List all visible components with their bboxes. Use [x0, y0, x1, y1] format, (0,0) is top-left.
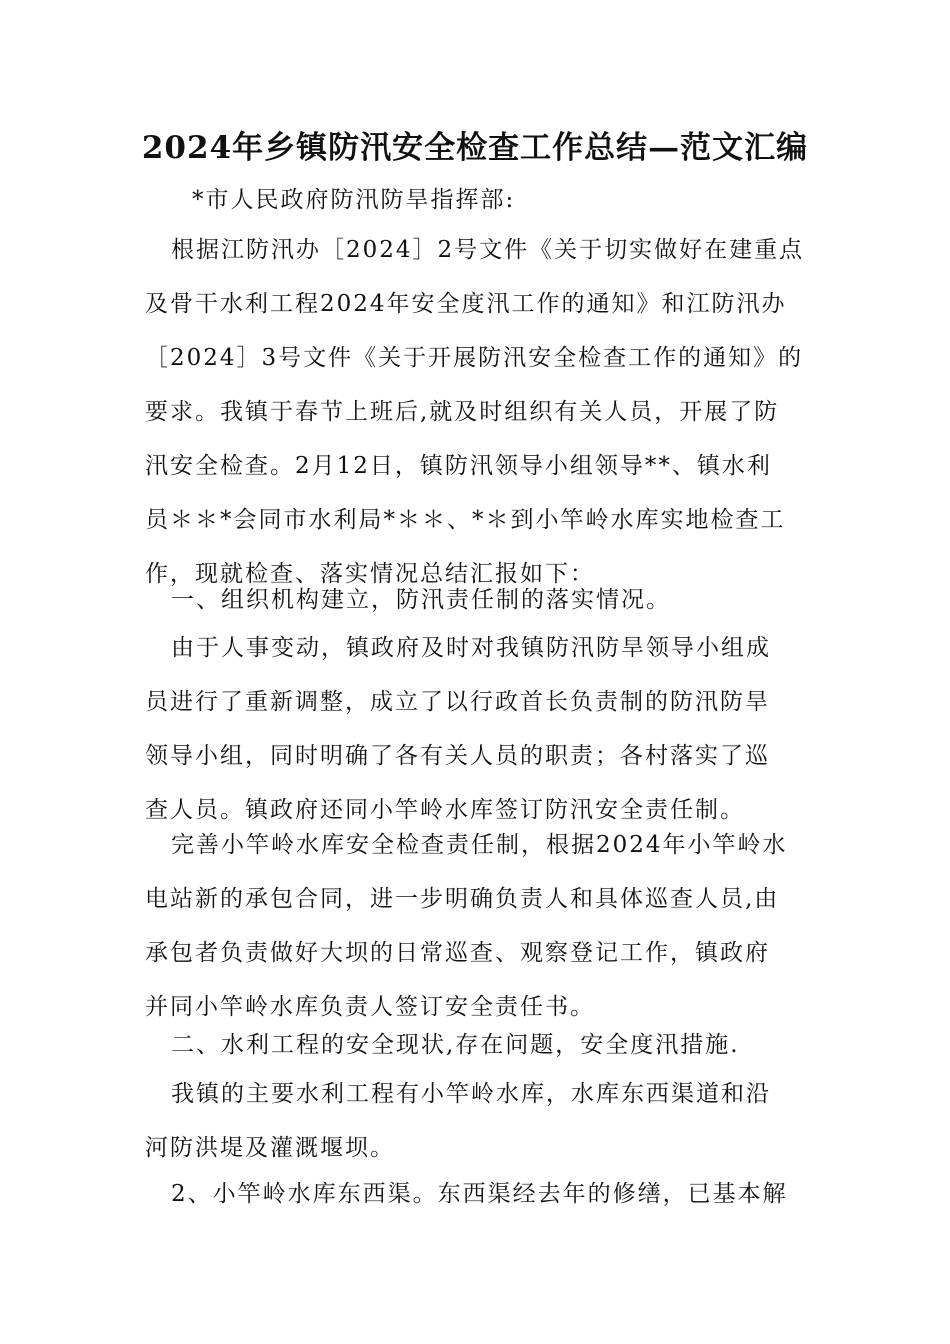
section-heading-1 [145, 573, 805, 627]
paragraph-line: 由于人事变动，镇政府及时对我镇防汛防旱领导小组成 [171, 635, 771, 661]
salutation: *市人民政府防汛防旱指挥部: [192, 187, 516, 213]
paragraph-projects [145, 1067, 805, 1175]
paragraph-line: 我镇的主要水利工程有小竿岭水库，水库东西渠道和沿 [171, 1081, 771, 1107]
paragraph-line: 及骨干水利工程2024年安全度汛工作的通知》和江防汛办 [145, 291, 787, 317]
section-heading-2 [145, 1018, 805, 1072]
document-title: 2024年乡镇防汛安全检查工作总结—范文汇编 [141, 130, 809, 166]
paragraph-line: 领导小组，同时明确了各有关人员的职责；各村落实了巡 [145, 743, 770, 769]
paragraph-line: 一、组织机构建立，防汛责任制的落实情况。 [171, 587, 671, 613]
paragraph-line: 要求。我镇于春节上班后,就及时组织有关人员，开展了防 [145, 399, 780, 425]
paragraph-intro [145, 223, 805, 601]
paragraph-line: ［2024］3号文件《关于开展防汛安全检查工作的通知》的 [145, 345, 804, 371]
paragraph-line: 承包者负责做好大坝的日常巡查、观察登记工作，镇政府 [145, 940, 770, 966]
paragraph-line: 河防洪堤及灌溉堰坝。 [145, 1135, 395, 1161]
paragraph-canal [145, 1167, 805, 1221]
paragraph-line: 员＊＊*会同市水利局*＊＊、*＊到小竿岭水库实地检查工 [145, 507, 786, 533]
paragraph-line: 电站新的承包合同，进一步明确负责人和具体巡查人员,由 [145, 886, 780, 912]
paragraph-line: 2、小竿岭水库东西渠。东西渠经去年的修缮，已基本解 [171, 1181, 788, 1207]
paragraph-line: 并同小竿岭水库负责人签订安全责任书。 [145, 994, 595, 1020]
paragraph-line: 员进行了重新调整，成立了以行政首长负责制的防汛防旱 [145, 689, 770, 715]
paragraph-line: 汛安全检查。2月12日，镇防汛领导小组领导**、镇水利 [145, 453, 772, 479]
paragraph-line: 二、水利工程的安全现状,存在问题，安全度汛措施. [171, 1032, 740, 1058]
paragraph-responsibility [145, 818, 805, 1034]
paragraph-line: 查人员。镇政府还同小竿岭水库签订防汛安全责任制。 [145, 797, 745, 823]
paragraph-line: 完善小竿岭水库安全检查责任制，根据2024年小竿岭水 [171, 832, 788, 858]
paragraph-line: 根据江防汛办［2024］2号文件《关于切实做好在建重点 [171, 237, 805, 263]
paragraph-line: 作，现就检查、落实情况总结汇报如下： [145, 561, 595, 587]
paragraph-organization [145, 621, 805, 837]
